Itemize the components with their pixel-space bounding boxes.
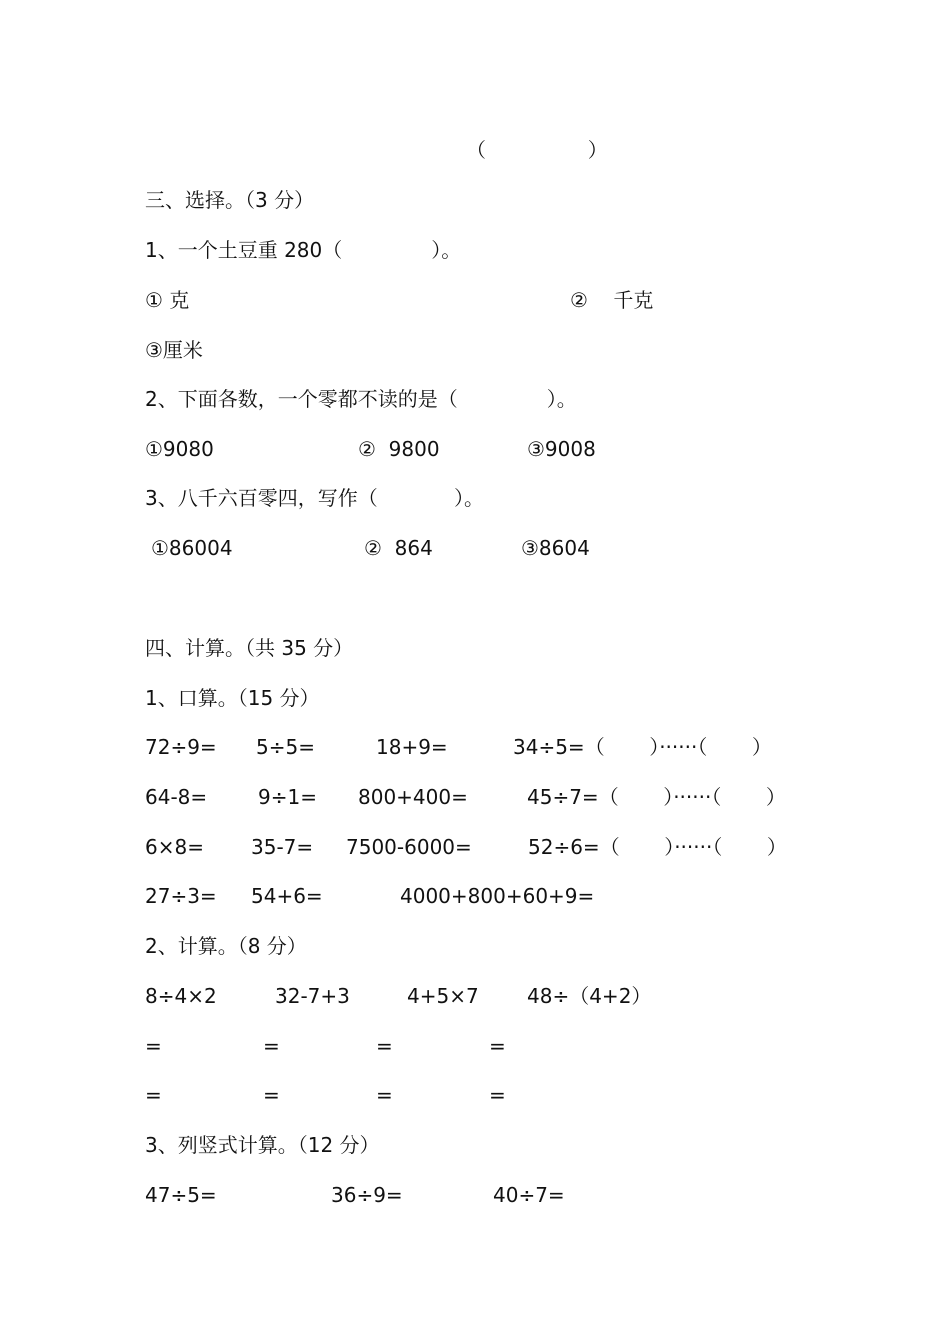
equals-sign: = xyxy=(489,1083,506,1107)
equals-sign: = xyxy=(145,1083,162,1107)
calc-expression: 48÷（4+2） xyxy=(527,984,652,1008)
equals-sign: = xyxy=(263,1034,280,1058)
calc-expression: 8÷4×2 xyxy=(145,984,217,1008)
question-2-stem: 2、下面各数，一个零都不读的是（ ）。 xyxy=(145,387,577,411)
answer-blank: （ ） xyxy=(466,138,608,162)
calc-title: 2、计算。（8 分） xyxy=(145,934,307,958)
section-three-title: 三、选择。（3 分） xyxy=(145,188,315,212)
oral-item: 72÷9= xyxy=(145,735,217,759)
oral-item: 18+9= xyxy=(376,735,448,759)
vertical-calc-item: 36÷9= xyxy=(331,1183,403,1207)
equals-sign: = xyxy=(145,1034,162,1058)
oral-item-with-remainder: 45÷7=（ ）······（ ） xyxy=(527,785,786,809)
question-3-option-3: ③8604 xyxy=(521,536,590,560)
oral-item-with-remainder: 34÷5=（ ）······（ ） xyxy=(513,735,772,759)
equals-sign: = xyxy=(489,1034,506,1058)
section-four-title: 四、计算。（共 35 分） xyxy=(145,636,354,660)
oral-item-with-remainder: 52÷6=（ ）······（ ） xyxy=(528,835,787,859)
oral-item: 64-8= xyxy=(145,785,208,809)
oral-calc-title: 1、口算。（15 分） xyxy=(145,686,320,710)
oral-item: 9÷1= xyxy=(258,785,317,809)
question-3-option-1: ①86004 xyxy=(151,536,233,560)
question-1-option-1: ① 克 xyxy=(145,288,190,312)
vertical-calc-item: 40÷7= xyxy=(493,1183,565,1207)
calc-expression: 4+5×7 xyxy=(407,984,479,1008)
oral-item: 54+6= xyxy=(251,884,323,908)
oral-item: 4000+800+60+9= xyxy=(400,884,595,908)
equals-sign: = xyxy=(376,1034,393,1058)
oral-item: 5÷5= xyxy=(256,735,315,759)
question-3-stem: 3、八千六百零四，写作（ ）。 xyxy=(145,486,485,510)
oral-item: 35-7= xyxy=(251,835,314,859)
oral-item: 6×8= xyxy=(145,835,204,859)
question-1-option-2: ② 千克 xyxy=(570,288,654,312)
oral-item: 800+400= xyxy=(358,785,468,809)
question-2-option-1: ①9080 xyxy=(145,437,214,461)
oral-item: 27÷3= xyxy=(145,884,217,908)
oral-item: 7500-6000= xyxy=(346,835,472,859)
calc-expression: 32-7+3 xyxy=(275,984,350,1008)
vertical-calc-title: 3、列竖式计算。（12 分） xyxy=(145,1133,380,1157)
equals-sign: = xyxy=(263,1083,280,1107)
question-2-option-3: ③9008 xyxy=(527,437,596,461)
equals-sign: = xyxy=(376,1083,393,1107)
question-1-option-3: ③厘米 xyxy=(145,338,203,362)
question-2-option-2: ② 9800 xyxy=(358,437,440,461)
vertical-calc-item: 47÷5= xyxy=(145,1183,217,1207)
question-3-option-2: ② 864 xyxy=(364,536,433,560)
question-1-stem: 1、一个土豆重 280（ ）。 xyxy=(145,238,462,262)
